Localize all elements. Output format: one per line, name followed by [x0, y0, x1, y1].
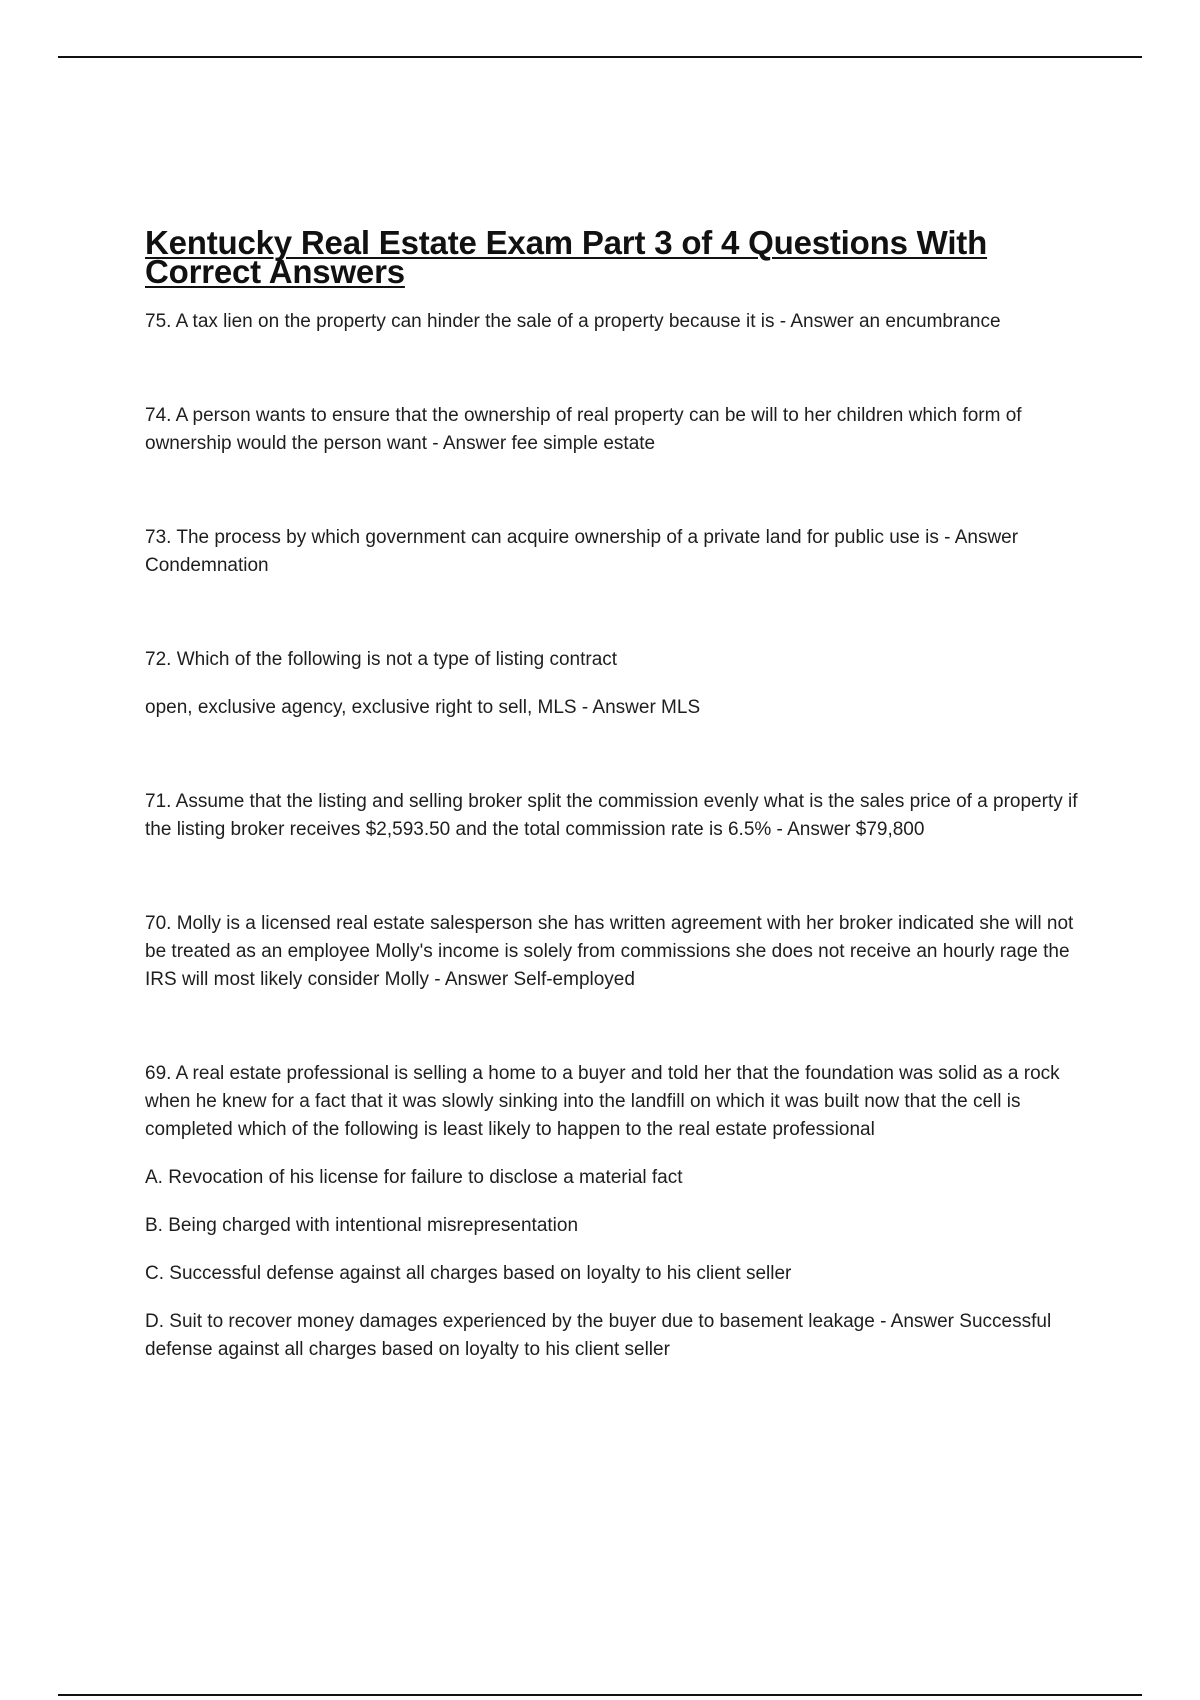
- question-text: 75. A tax lien on the property can hinder the sale of a property because it is - Answer an encumbrance: [145, 311, 1001, 332]
- question-text: 74. A person wants to ensure that the ownership of real property can be will to her children which form of ownership would the person want - Answer fee simple estate: [145, 405, 1022, 454]
- question-70: [145, 910, 1095, 994]
- question-71: [145, 788, 1095, 844]
- question-text: 70. Molly is a licensed real estate salesperson she has written agreement with her broker indicated she will not be treated as an employee Molly's income is solely from commissions she does not receive an hourly rage the IRS will most likely consider Molly - Answer Self-employed: [145, 913, 1074, 990]
- answer-option-a: A. Revocation of his license for failure to disclose a material fact: [145, 1167, 683, 1188]
- question-73: [145, 524, 1095, 580]
- question-text: 72. Which of the following is not a type of listing contract: [145, 649, 618, 670]
- document-body: [145, 224, 1095, 1364]
- top-rule: [58, 56, 1142, 58]
- question-69: [145, 1060, 1095, 1364]
- answer-option-b: B. Being charged with intentional misrepresentation: [145, 1215, 579, 1236]
- question-text: 69. A real estate professional is selling a home to a buyer and told her that the foundation was solid as a rock when he knew for a fact that it was slowly sinking into the landfill on which it was built now that the cell is completed which of the following is least likely to happen to the real estate professional: [145, 1063, 1060, 1140]
- answer-options: open, exclusive agency, exclusive right to sell, MLS - Answer MLS: [145, 697, 701, 718]
- question-text: 71. Assume that the listing and selling broker split the commission evenly what is the sales price of a property if the listing broker receives $2,593.50 and the total commission rate is 6.5% - Answer $79,800: [145, 791, 1078, 840]
- document-title: Kentucky Real Estate Exam Part 3 of 4 Questions With Correct Answers: [145, 224, 988, 290]
- answer-option-d: D. Suit to recover money damages experienced by the buyer due to basement leakage - Answer Successful defense against all charges based on loyalty to his client seller: [145, 1311, 1052, 1360]
- bottom-rule: [58, 1694, 1142, 1696]
- answer-option-c: C. Successful defense against all charges based on loyalty to his client seller: [145, 1263, 792, 1284]
- question-74: [145, 402, 1095, 458]
- question-72: [145, 646, 1095, 722]
- question-75: [145, 308, 1095, 336]
- question-text: 73. The process by which government can acquire ownership of a private land for public use is - Answer Condemnation: [145, 527, 1019, 576]
